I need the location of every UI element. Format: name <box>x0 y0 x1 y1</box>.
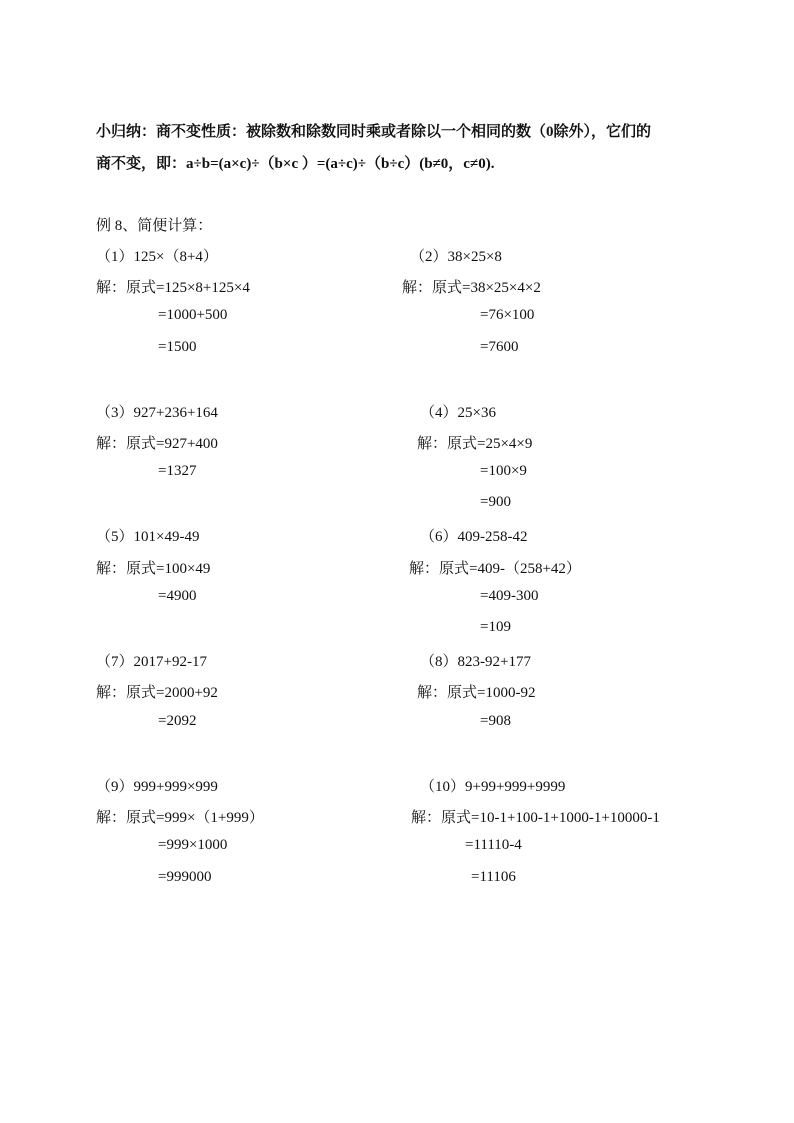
problem-6-step-2: =409-300 <box>480 588 539 604</box>
problem-3-step-1: 解：原式=927+400 <box>96 436 218 452</box>
problem-7-step-1: 解：原式=2000+92 <box>96 685 218 701</box>
problem-2-step-3: =7600 <box>480 339 519 355</box>
problem-8-step-2: =908 <box>480 713 511 729</box>
problem-1-step-2: =1000+500 <box>158 307 228 323</box>
problem-1-step-3: =1500 <box>158 339 197 355</box>
problem-6-step-3: =109 <box>480 619 511 635</box>
problem-10-step-3: =11106 <box>471 869 516 885</box>
problem-4-step-2: =100×9 <box>480 463 527 479</box>
problem-9-step-3: =999000 <box>158 869 212 885</box>
summary-note <box>96 116 716 180</box>
problem-6-title: （6）409-258-42 <box>420 529 528 545</box>
problem-8-step-1: 解：原式=1000-92 <box>417 685 536 701</box>
problem-9-title: （9）999+999×999 <box>96 779 218 795</box>
summary-line-2: 商不变，即：a÷b=(a×c)÷（b×c ）=(a÷c)÷（b÷c）(b≠0，c≠0). <box>96 156 495 172</box>
problem-7-step-2: =2092 <box>158 713 197 729</box>
problem-9-step-2: =999×1000 <box>158 837 228 853</box>
problem-1-step-1: 解：原式=125×8+125×4 <box>96 280 250 296</box>
problem-10-step-1: 解：原式=10-1+100-1+1000-1+10000-1 <box>411 810 660 826</box>
summary-line-1: 小归纳：商不变性质：被除数和除数同时乘或者除以一个相同的数（0除外），它们的 <box>96 124 652 140</box>
problem-3-step-2: =1327 <box>158 463 197 479</box>
problem-1-title: （1）125×（8+4） <box>96 249 218 265</box>
problem-4-title: （4）25×36 <box>420 405 496 421</box>
problem-10-step-2: =11110-4 <box>465 837 522 853</box>
problem-9-step-1: 解：原式=999×（1+999） <box>96 810 264 826</box>
problem-5-step-1: 解：原式=100×49 <box>96 561 211 577</box>
problem-4-step-3: =900 <box>480 494 511 510</box>
problem-5-title: （5）101×49-49 <box>96 529 200 545</box>
problem-2-title: （2）38×25×8 <box>410 249 502 265</box>
problem-5-step-2: =4900 <box>158 588 197 604</box>
problem-8-title: （8）823-92+177 <box>420 654 531 670</box>
problem-10-title: （10）9+99+999+9999 <box>420 779 566 795</box>
problem-2-step-1: 解：原式=38×25×4×2 <box>402 280 541 296</box>
problem-6-step-1: 解：原式=409-（258+42） <box>409 561 581 577</box>
problem-7-title: （7）2017+92-17 <box>96 654 207 670</box>
problem-3-title: （3）927+236+164 <box>96 405 218 421</box>
problem-4-step-1: 解：原式=25×4×9 <box>417 436 533 452</box>
example-title: 例 8、简便计算： <box>96 218 213 234</box>
problem-2-step-2: =76×100 <box>480 307 535 323</box>
